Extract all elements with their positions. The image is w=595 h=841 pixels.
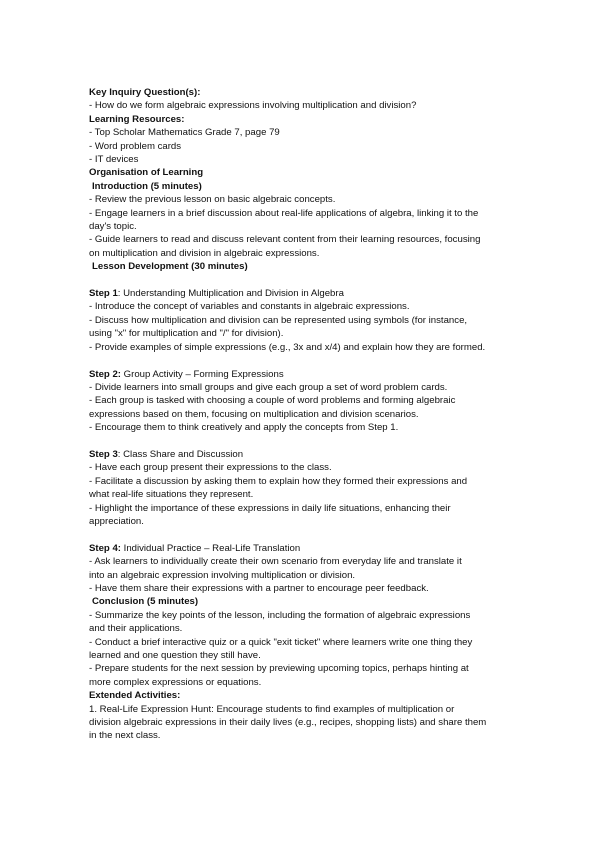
step-title: : Class Share and Discussion (117, 448, 244, 460)
step-4-line: - Have them share their expressions with a partner to encourage peer feedback. (89, 582, 429, 594)
key-inquiry-heading: Key Inquiry Question(s): (89, 87, 201, 98)
extended-activity-line: division algebraic expressions in their daily lives (e.g., recipes, shopping lists) and share them (89, 717, 487, 729)
extended-activity-line: 1. Real-Life Expression Hunt: Encourage students to find examples of multiplication or (89, 703, 455, 715)
lesson-development-heading: Lesson Development (30 minutes) (92, 261, 248, 273)
conclusion-line: - Conduct a brief interactive quiz or a quick "exit ticket" where learners write one thing they (89, 636, 473, 648)
conclusion-line: more complex expressions or equations. (89, 676, 262, 688)
resource-item: - IT devices (89, 154, 139, 166)
introduction-line: - Review the previous lesson on basic algebraic concepts. (89, 194, 336, 206)
step-title: : Understanding Multiplication and Division in Algebra (117, 288, 344, 300)
step-label: Step 2: (89, 368, 121, 380)
conclusion-heading: Conclusion (5 minutes) (92, 596, 199, 608)
step-2-line: - Encourage them to think creatively and apply the concepts from Step 1. (89, 422, 399, 434)
resource-item: - Top Scholar Mathematics Grade 7, page 79 (89, 127, 280, 139)
step-2-line: expressions based on them, focusing on multiplication and division scenarios. (89, 408, 419, 420)
step-1-heading (89, 287, 559, 300)
step-3-heading (89, 448, 559, 461)
step-3-line: - Highlight the importance of these expressions in daily life situations, enhancing their (89, 502, 451, 514)
organisation-heading: Organisation of Learning (89, 167, 204, 179)
introduction-line: on multiplication and division in algebraic expressions. (89, 247, 320, 259)
step-4-heading (89, 542, 559, 555)
introduction-line: - Guide learners to read and discuss relevant content from their learning resources, focusing (89, 234, 481, 246)
step-label: Step 1 (89, 288, 118, 300)
step-2-line: - Each group is tasked with choosing a couple of word problems and forming algebraic (89, 395, 456, 407)
spacer (89, 435, 559, 448)
resource-item: - Word problem cards (89, 140, 182, 152)
step-title: Group Activity – Forming Expressions (121, 368, 284, 380)
extended-activities-heading: Extended Activities: (89, 690, 181, 702)
introduction-line: day's topic. (89, 221, 137, 233)
step-2-heading (89, 368, 559, 381)
conclusion-line: - Summarize the key points of the lesson, including the formation of algebraic expressions (89, 609, 471, 621)
step-2-line: - Divide learners into small groups and give each group a set of word problem cards. (89, 381, 448, 393)
step-4-line: - Ask learners to individually create their own scenario from everyday life and translate it (89, 556, 462, 568)
step-3-line: - Facilitate a discussion by asking them to explain how they formed their expressions and (89, 475, 468, 487)
introduction-heading: Introduction (5 minutes) (92, 180, 202, 192)
spacer (89, 274, 559, 287)
conclusion-line: learned and one question they still have. (89, 650, 261, 661)
step-4-line: into an algebraic expression involving multiplication or division. (89, 569, 356, 581)
step-3-line: - Have each group present their expressions to the class. (89, 462, 332, 474)
key-inquiry-line: - How do we form algebraic expressions involving multiplication and division? (89, 100, 417, 112)
step-label: Step 4: (89, 542, 121, 554)
conclusion-line: - Prepare students for the next session by previewing upcoming topics, perhaps hinting at (89, 663, 469, 675)
step-1-line: - Introduce the concept of variables and constants in algebraic expressions. (89, 301, 410, 313)
step-title: Individual Practice – Real-Life Translation (121, 542, 301, 554)
step-1-line: - Provide examples of simple expressions (e.g., 3x and x/4) and explain how they are formed. (89, 341, 486, 353)
spacer (89, 528, 559, 541)
spacer (89, 354, 559, 367)
step-3-line: what real-life situations they represent. (89, 489, 254, 501)
extended-activity-line: in the next class. (89, 730, 161, 742)
step-label: Step 3 (89, 448, 118, 460)
learning-resources-heading: Learning Resources: (89, 113, 185, 125)
step-1-line: using "x" for multiplication and "/" for division). (89, 328, 284, 340)
conclusion-line: and their applications. (89, 623, 183, 635)
introduction-line: - Engage learners in a brief discussion about real-life applications of algebra, linking it to the (89, 207, 479, 219)
step-3-line: appreciation. (89, 515, 144, 527)
step-1-line: - Discuss how multiplication and division can be represented using symbols (for instance, (89, 314, 468, 326)
lesson-plan-page (89, 86, 559, 743)
